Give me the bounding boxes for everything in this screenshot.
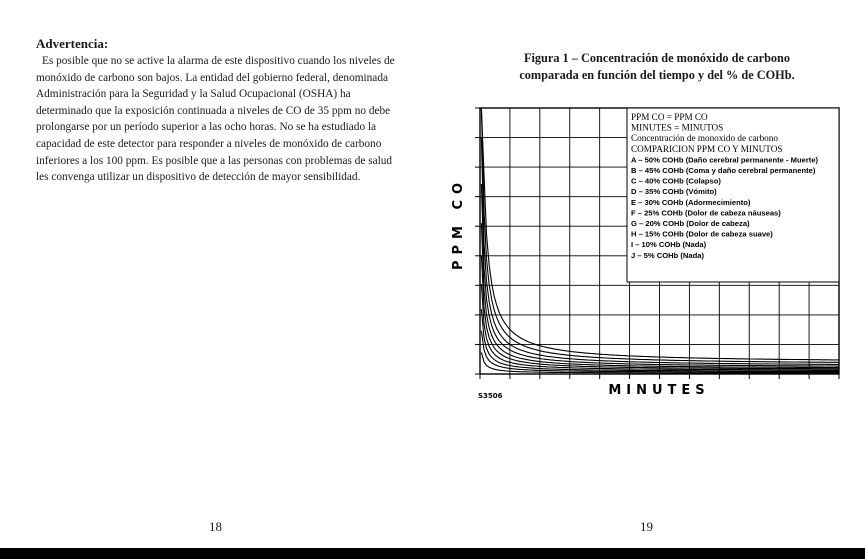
figure-title-line2: comparada en función del tiempo y del % de COHb. [519, 68, 795, 82]
page-number-right: 19 [640, 519, 653, 534]
warning-heading: Advertencia: [36, 36, 109, 51]
chart-legend-entry: H – 15% COHb (Dolor de cabeza suave) [631, 229, 773, 239]
chart-legend-entry: F – 25% COHb (Dolor de cabeza náuseas) [631, 208, 781, 218]
chart-legend-entry: B – 45% COHb (Coma y daño cerebral permanente) [631, 166, 816, 175]
chart-y-label: PPM CO [451, 176, 466, 270]
chart-legend-entry: J – 5% COHb (Nada) [631, 250, 705, 260]
figure-title-line1: Figura 1 – Concentración de monóxido de carbono [523, 51, 791, 65]
chart-legend-entry: COMPARICION PPM CO Y MINUTOS [631, 143, 783, 154]
figure-code: S3506 [478, 392, 503, 400]
chart-legend-entry: G – 20% COHb (Dolor de cabeza) [631, 219, 750, 228]
chart-legend-entry: I – 10% COHb (Nada) [631, 240, 707, 250]
right-page [432, 0, 865, 548]
chart-legend-entry: E – 30% COHb (Adormecimiento) [631, 197, 751, 207]
chart-legend-entry: PPM CO = PPM CO [631, 112, 708, 122]
chart-legend-entry: A – 50% COHb (Daño cerebral permanente - Muerte) [631, 155, 819, 165]
chart-legend-entry: MINUTES = MINUTOS [631, 122, 724, 133]
chart-legend-entry: D – 35% COHb (Vómito) [631, 187, 717, 197]
left-page [0, 0, 432, 548]
chart-legend-entry: C – 40% COHb (Colapso) [631, 176, 721, 186]
chart-legend-entry: Concentración de monoxido de carbono [631, 133, 778, 144]
coh-chart [432, 0, 865, 548]
chart-x-label: MINUTES [608, 383, 710, 398]
page-number-left: 18 [209, 519, 222, 534]
warning-body: Es posible que no se active la alarma de este dispositivo cuando los niveles de monóxido de carbono son bajos. La entidad del gobierno federal, denominada Administración para la Seguridad y la Salud Ocupacional (OSHA) ha determinado que la exposición continuada a niveles de CO de 35 ppm no debe prolongarse por un período superior a las ocho horas. No se ha estudiado la capacidad de este detector para responder a niveles de monóxido de carbono inferiores a los 100 ppm. Es posible que a las personas con problemas de salud les convenga utilizar un dispositivo de detección de mayor sensibilidad. [36, 55, 395, 184]
bottom-rule [0, 548, 865, 559]
